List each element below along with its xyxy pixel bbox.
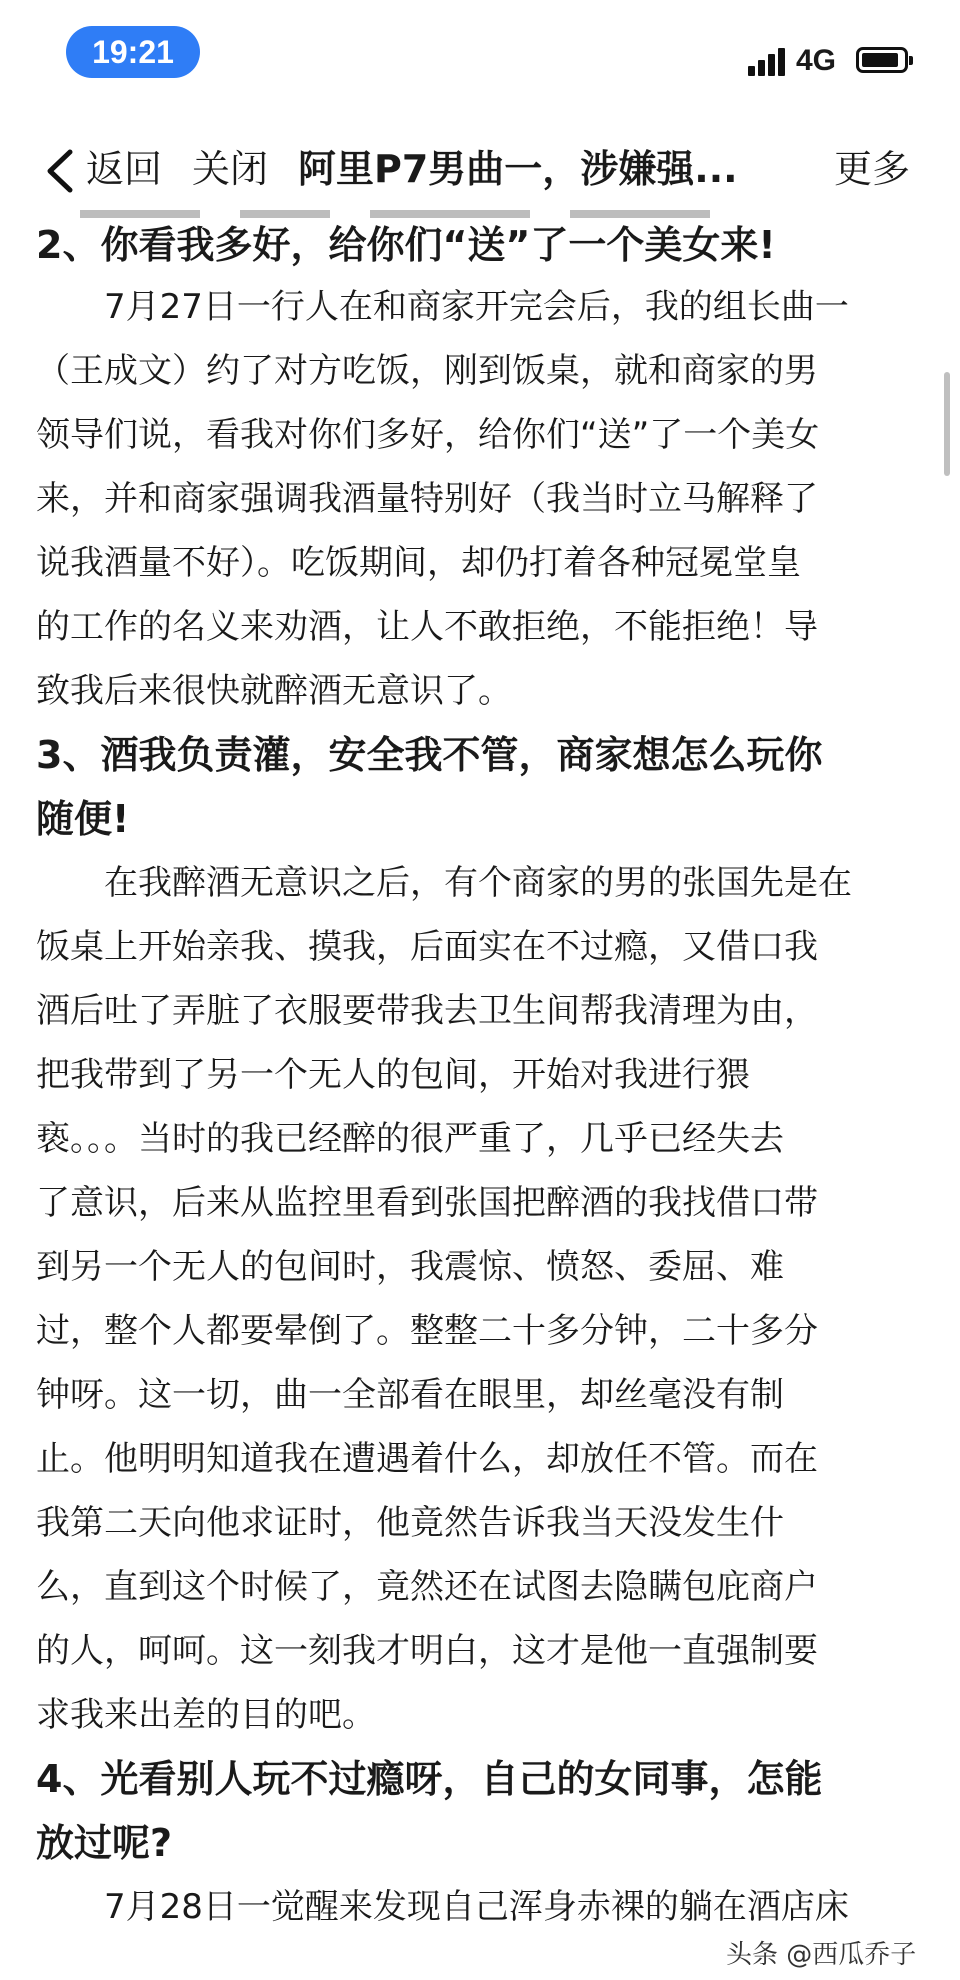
paragraph-line: 说我酒量不好）。吃饭期间，却仍打着各种冠冕堂皇: [36, 543, 801, 583]
paragraph-line: 止。他明明知道我在遭遇着什么，却放任不管。而在: [36, 1439, 818, 1479]
battery-icon: [856, 47, 908, 73]
paragraph-line: 7月27日一行人在和商家开完会后，我的组长曲一: [70, 287, 849, 327]
paragraph-line: 致我后来很快就醉酒无意识了。: [36, 671, 512, 711]
paragraph-line: 过，整个人都要晕倒了。整整二十多分钟，二十多分: [36, 1311, 818, 1351]
back-button[interactable]: 返回: [86, 147, 163, 191]
paragraph-line: 7月28日一觉醒来发现自己浑身赤裸的躺在酒店床: [70, 1887, 849, 1927]
close-button[interactable]: 关闭: [192, 147, 269, 191]
paragraph-line: 饭桌上开始亲我、摸我，后面实在不过瘾，又借口我: [36, 927, 818, 967]
status-bar: [0, 0, 960, 110]
more-button[interactable]: 更多: [834, 147, 911, 191]
section-heading-line: 4、光看别人玩不过瘾呀，自己的女同事，怎能: [36, 1757, 823, 1801]
paragraph-line: 来，并和商家强调我酒量特别好（我当时立马解释了: [36, 479, 818, 519]
nav-bar: [0, 130, 960, 210]
paragraph-line: 么，直到这个时候了，竟然还在试图去隐瞒包庇商户: [36, 1567, 818, 1607]
signal-bars-icon: [748, 46, 786, 76]
paragraph-line: 的人，呵呵。这一刻我才明白，这才是他一直强制要: [36, 1631, 818, 1671]
paragraph-line: 在我醉酒无意识之后，有个商家的男的张国先是在: [70, 863, 852, 903]
watermark: 头条 @西瓜乔子: [726, 1940, 917, 1970]
section-heading-line: 2、你看我多好，给你们“送”了一个美女来!: [36, 223, 776, 267]
section-heading-line: 放过呢?: [36, 1821, 173, 1865]
paragraph-line: 的工作的名义来劝酒，让人不敢拒绝，不能拒绝！导: [36, 607, 818, 647]
paragraph-line: （王成文）约了对方吃饭，刚到饭桌，就和商家的男: [36, 351, 818, 391]
network-type: 4G: [796, 44, 837, 77]
paragraph-line: 到另一个无人的包间时，我震惊、愤怒、委屈、难: [36, 1247, 784, 1287]
paragraph-line: 求我来出差的目的吧。: [36, 1695, 376, 1735]
paragraph-line: 酒后吐了弄脏了衣服要带我去卫生间帮我清理为由，: [36, 991, 818, 1031]
page-title: 阿里P7男曲一，涉嫌强...: [298, 147, 738, 191]
chevron-left-icon[interactable]: [40, 148, 80, 194]
paragraph-line: 了意识，后来从监控里看到张国把醉酒的我找借口带: [36, 1183, 818, 1223]
section-heading-line: 3、酒我负责灌，安全我不管，商家想怎么玩你: [36, 733, 823, 777]
paragraph-line: 钟呀。这一切，曲一全部看在眼里，却丝毫没有制: [36, 1375, 784, 1415]
status-time: 19:21: [66, 26, 200, 78]
paragraph-line: 把我带到了另一个无人的包间，开始对我进行猥: [36, 1055, 750, 1095]
cut-off-text-line: [40, 208, 900, 220]
paragraph-line: 亵。。。当时的我已经醉的很严重了，几乎已经失去: [36, 1119, 784, 1159]
section-heading-line: 随便!: [36, 797, 130, 841]
paragraph-line: 领导们说，看我对你们多好，给你们“送”了一个美女: [36, 415, 820, 455]
scrollbar[interactable]: [944, 372, 950, 476]
paragraph-line: 我第二天向他求证时，他竟然告诉我当天没发生什: [36, 1503, 784, 1543]
